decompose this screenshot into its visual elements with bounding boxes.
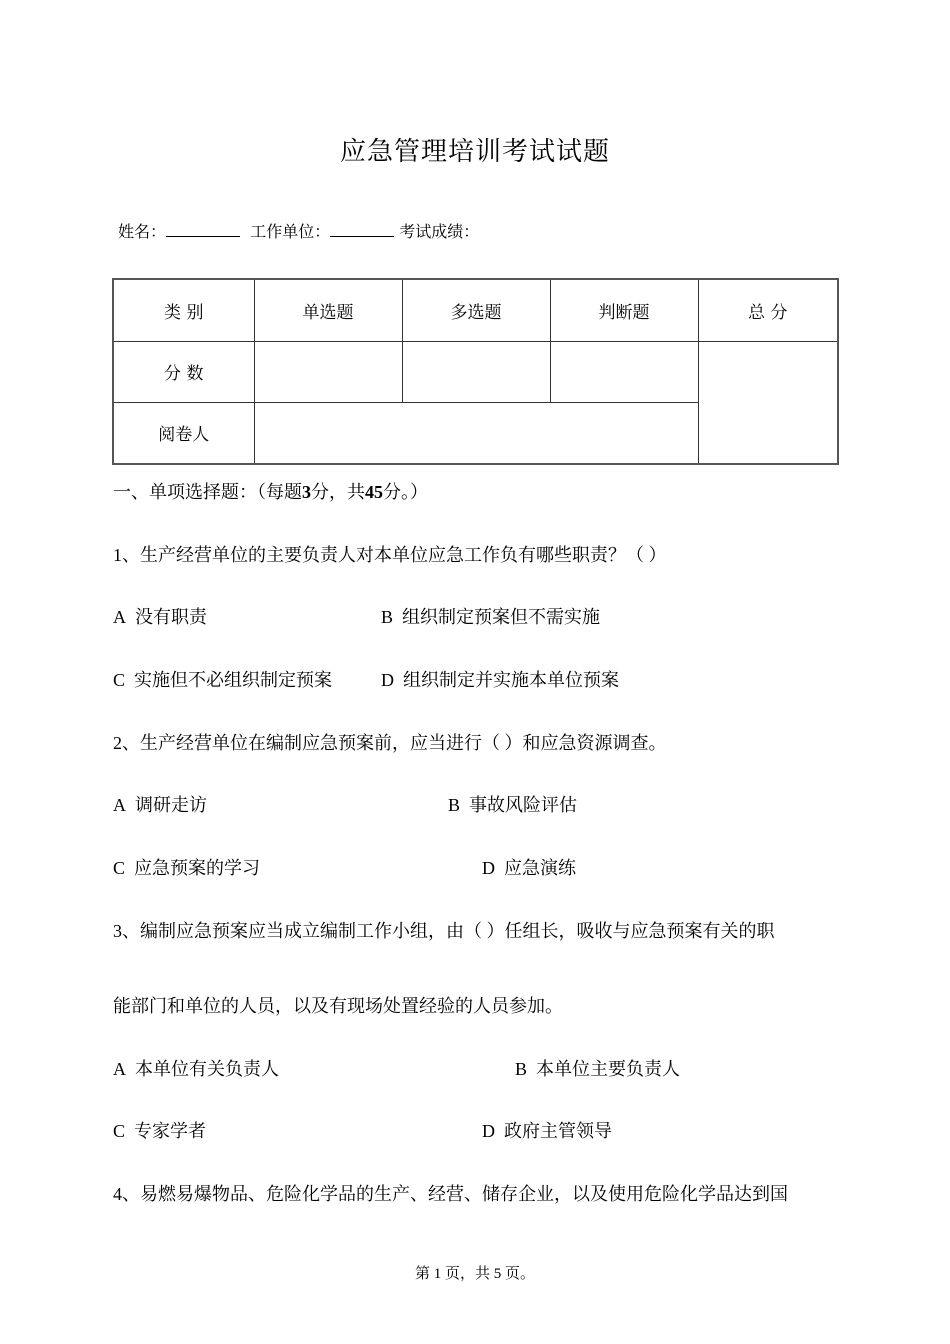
section-points-each: 3	[302, 482, 311, 502]
option-letter: B	[515, 1059, 528, 1079]
q1-option-c[interactable]	[113, 666, 332, 692]
section-suffix: 分。）	[383, 482, 428, 502]
option-letter: B	[448, 795, 461, 815]
header-single-choice: 单选题	[254, 279, 402, 341]
option-letter: C	[113, 858, 126, 878]
option-text: 政府主管领导	[504, 1121, 612, 1141]
option-text: 组织制定预案但不需实施	[402, 607, 601, 627]
option-text: 调研走访	[135, 795, 207, 815]
score-label: 考试成绩：	[399, 222, 480, 241]
question-3-stem-line-1: 3、编制应急预案应当成立编制工作小组，由（ ）任组长，吸收与应急预案有关的职	[113, 921, 775, 941]
option-letter: D	[381, 670, 394, 690]
option-text: 应急预案的学习	[134, 858, 261, 878]
page-footer: 第 1 页，共 5 页。	[414, 1266, 535, 1282]
name-label: 姓名：	[118, 222, 167, 241]
option-letter: B	[381, 607, 394, 627]
option-text: 专家学者	[134, 1121, 207, 1141]
q3-option-d[interactable]	[482, 1117, 612, 1143]
header-category: 类 别	[113, 279, 254, 341]
option-text: 实施但不必组织制定预案	[134, 670, 333, 690]
q1-option-b[interactable]	[381, 603, 600, 629]
row-score-label: 分 数	[113, 341, 254, 402]
q3-option-a[interactable]	[113, 1055, 279, 1081]
question-4-stem: 4、易燃易爆物品、危险化学品的生产、经营、储存企业，以及使用危险化学品达到国	[113, 1184, 788, 1204]
option-text: 没有职责	[135, 607, 207, 627]
option-letter: C	[113, 1121, 126, 1141]
option-text: 本单位主要负责人	[536, 1059, 681, 1079]
section-points-total: 45	[365, 482, 383, 502]
section-mid: 分，共	[311, 482, 365, 502]
name-field[interactable]	[166, 222, 240, 237]
question-2-stem: 2、生产经营单位在编制应急预案前，应当进行（ ）和应急资源调查。	[113, 733, 667, 753]
q1-option-a[interactable]	[113, 603, 207, 629]
option-text: 组织制定并实施本单位预案	[403, 670, 619, 690]
option-letter: D	[482, 858, 495, 878]
section-heading	[113, 478, 428, 504]
header-multi-choice: 多选题	[402, 279, 550, 341]
option-letter: A	[113, 1059, 126, 1079]
score-cell-single[interactable]	[254, 341, 402, 402]
q2-option-a[interactable]	[113, 791, 207, 817]
score-cell-multi[interactable]	[402, 341, 550, 402]
option-letter: A	[113, 607, 126, 627]
option-text: 事故风险评估	[469, 795, 578, 815]
header-true-false: 判断题	[550, 279, 698, 341]
row-grader-label: 阅卷人	[113, 402, 254, 464]
candidate-info	[118, 219, 479, 242]
q2-option-b[interactable]	[448, 791, 577, 817]
q2-option-d[interactable]	[482, 854, 576, 880]
score-table	[112, 278, 839, 465]
question-1-stem: 1、生产经营单位的主要负责人对本单位应急工作负有哪些职责？（ ）	[113, 545, 667, 565]
section-prefix: 一、单项选择题：（每题	[113, 482, 302, 502]
q3-option-b[interactable]	[515, 1055, 680, 1081]
score-cell-truefalse[interactable]	[550, 341, 698, 402]
option-text: 应急演练	[504, 858, 576, 878]
unit-field[interactable]	[330, 222, 394, 237]
option-letter: C	[113, 670, 126, 690]
grader-cell[interactable]	[254, 402, 698, 464]
page-title: 应急管理培训考试试题	[339, 137, 610, 167]
option-letter: D	[482, 1121, 495, 1141]
question-3-stem-line-2: 能部门和单位的人员，以及有现场处置经验的人员参加。	[113, 996, 563, 1016]
option-text: 本单位有关负责人	[135, 1059, 279, 1079]
q3-option-c[interactable]	[113, 1117, 206, 1143]
header-total: 总 分	[698, 279, 838, 341]
q2-option-c[interactable]	[113, 854, 260, 880]
option-letter: A	[113, 795, 126, 815]
score-cell-total[interactable]	[698, 341, 838, 464]
q1-option-d[interactable]	[381, 666, 619, 692]
unit-label: 工作单位：	[250, 222, 331, 241]
